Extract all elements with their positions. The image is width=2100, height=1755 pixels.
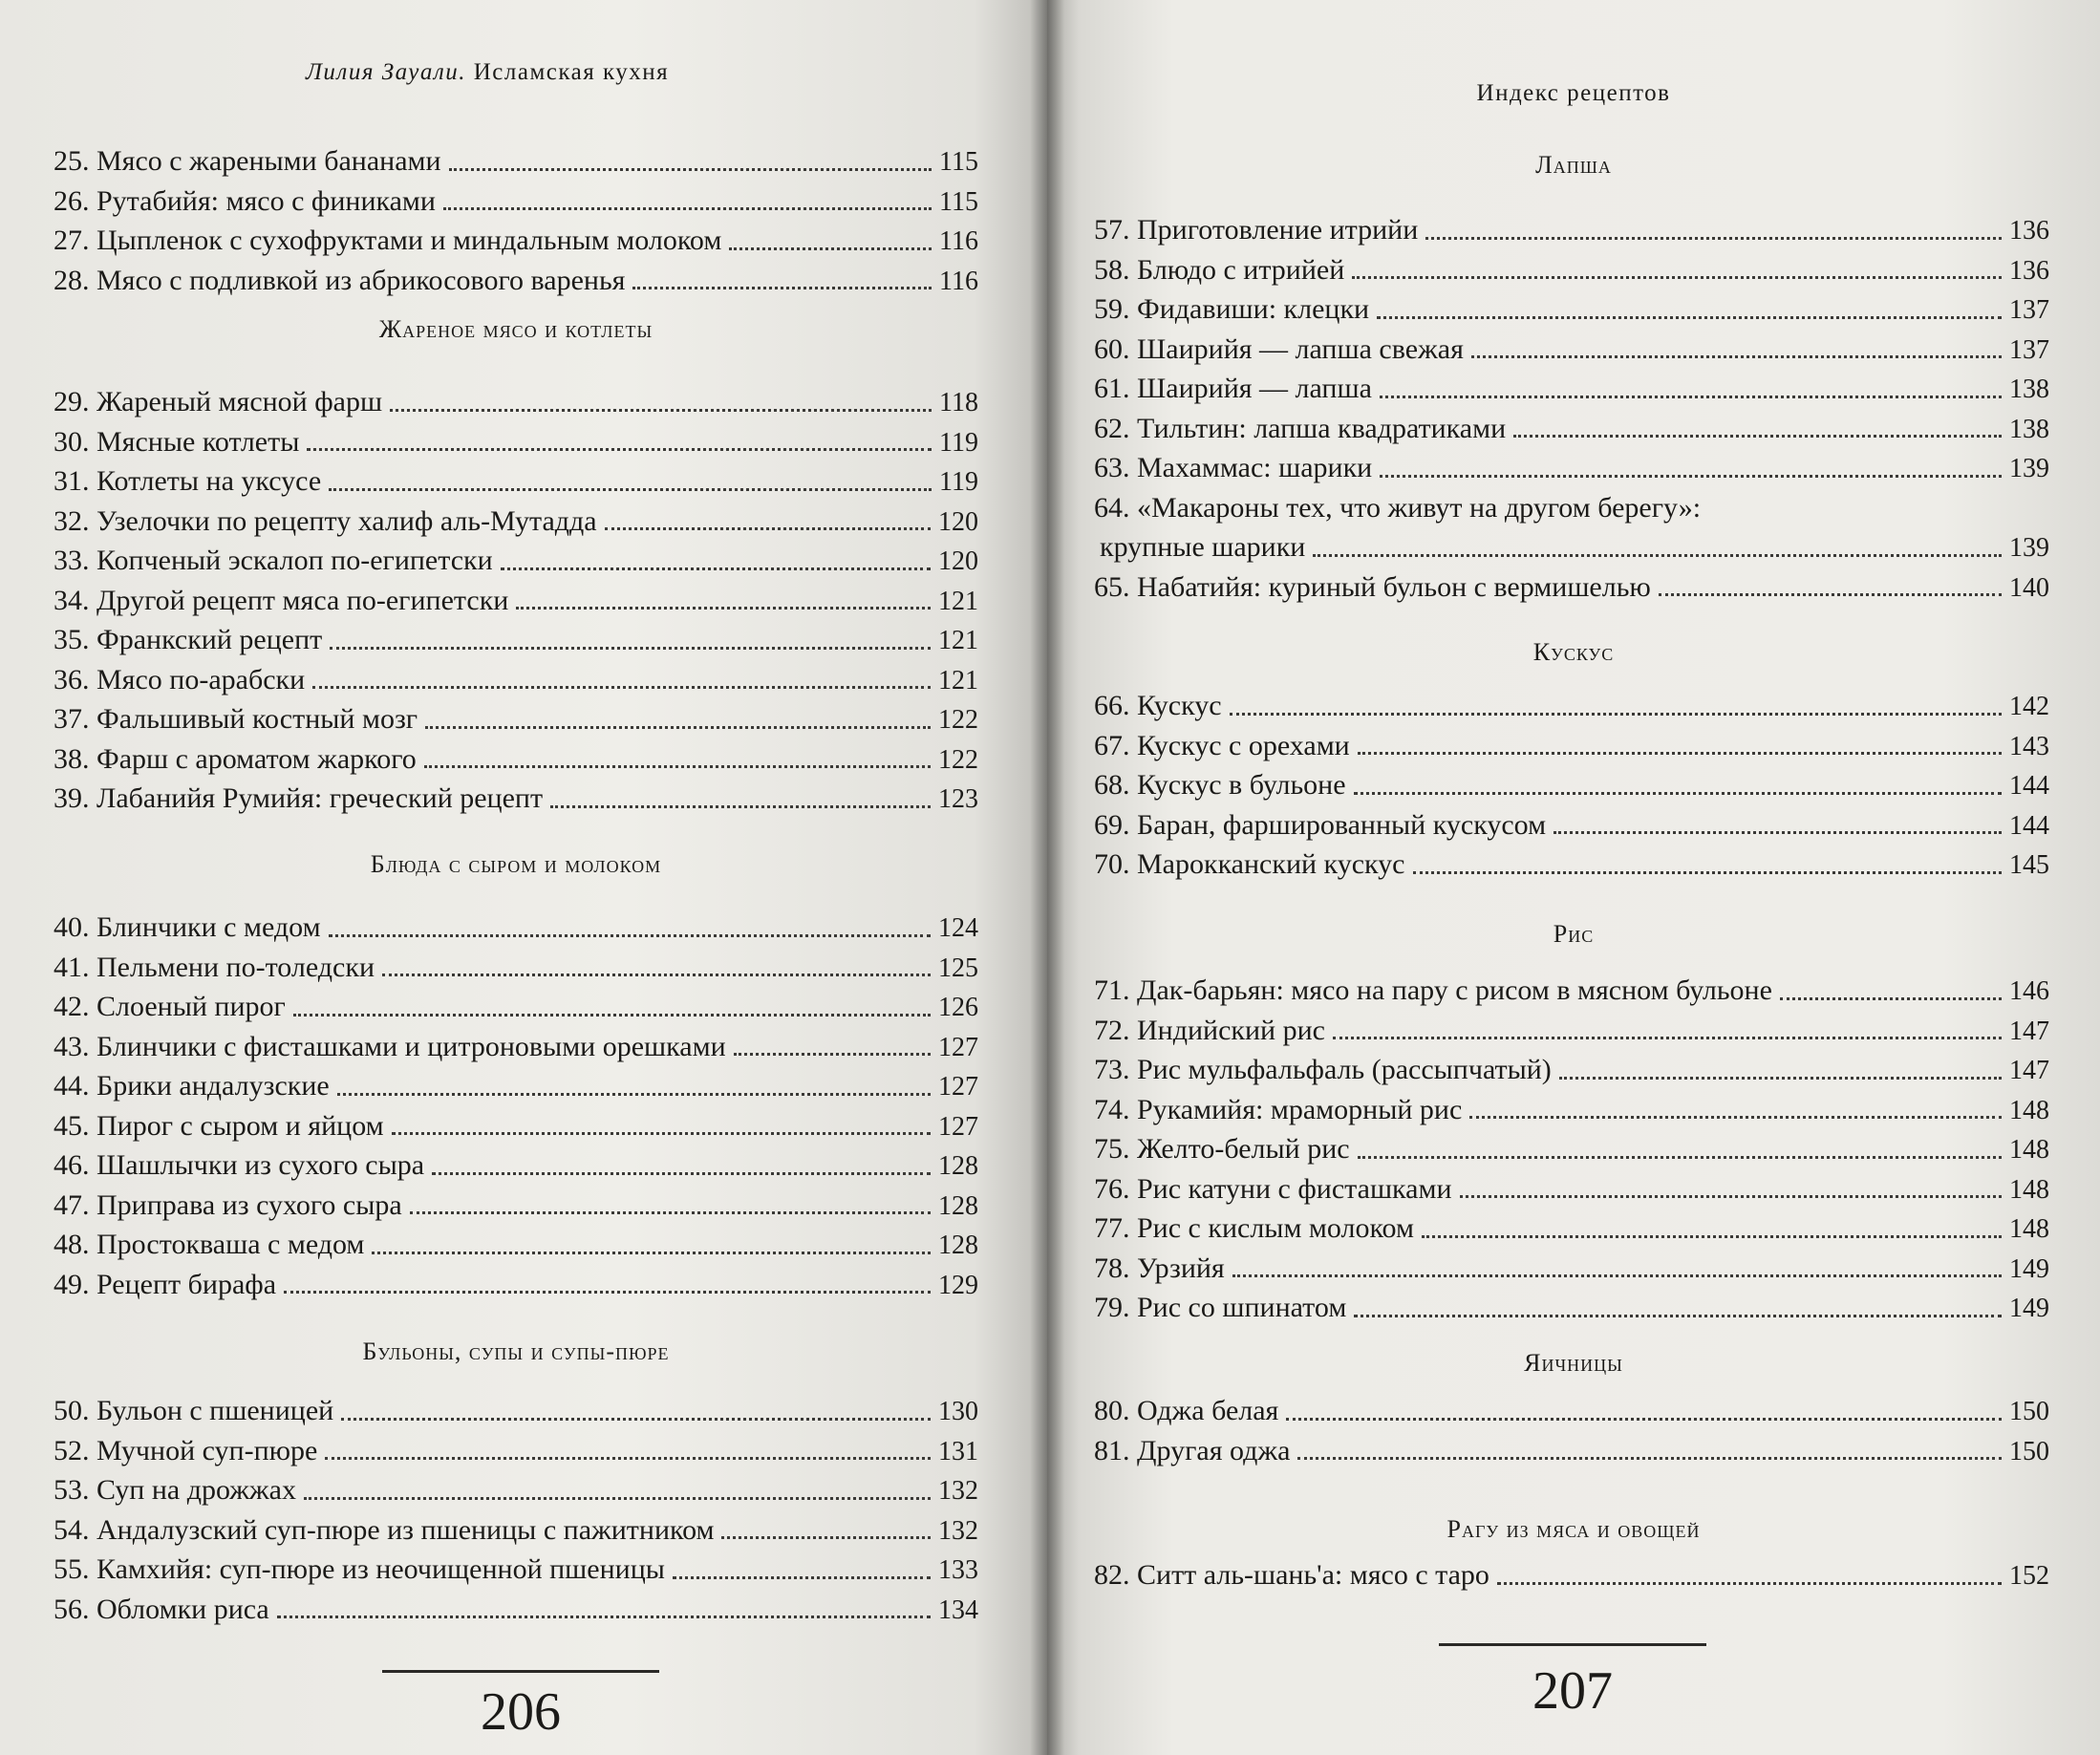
index-entry <box>1094 1050 2049 1090</box>
dot-leader <box>425 726 931 729</box>
index-entry <box>1094 1209 2049 1249</box>
index-entry <box>54 422 978 462</box>
dot-leader <box>410 1211 931 1214</box>
index-entry <box>54 699 978 739</box>
dot-leader <box>1313 554 2002 557</box>
recipe-list <box>1094 1391 2049 1470</box>
footer-rule <box>382 1670 659 1673</box>
recipe-page-number: 137 <box>2009 334 2049 365</box>
recipe-title: 61. Шаирийя — лапша <box>1094 373 1372 404</box>
recipe-title: 75. Желто-белый рис <box>1094 1133 1350 1165</box>
recipe-title: 44. Брики андалузские <box>54 1070 330 1102</box>
dot-leader <box>277 1616 931 1618</box>
recipe-page-number: 145 <box>2009 850 2049 880</box>
dot-leader <box>1469 1116 2002 1119</box>
index-entry <box>1094 1090 2049 1130</box>
index-entry <box>1094 210 2049 250</box>
section-heading: Жареное мясо и котлеты <box>378 315 654 343</box>
recipe-title: 53. Суп на дрожжах <box>54 1474 296 1506</box>
dot-leader <box>1297 1457 2002 1460</box>
recipe-page-number: 150 <box>2009 1397 2049 1426</box>
index-entry <box>1094 250 2049 290</box>
recipe-page-number: 148 <box>2009 1135 2049 1165</box>
recipe-title: 36. Мясо по-арабски <box>54 663 306 696</box>
dot-leader <box>341 1418 931 1421</box>
recipe-title: 81. Другая оджа <box>1094 1434 1291 1466</box>
index-entry <box>1094 527 2049 567</box>
recipe-page-number: 126 <box>938 993 978 1022</box>
recipe-title: 38. Фарш с ароматом жаркого <box>54 742 417 775</box>
recipe-title: 39. Лабанийя Румийя: греческий рецепт <box>54 782 544 814</box>
recipe-page-number: 138 <box>2009 375 2049 404</box>
dot-leader <box>312 686 931 689</box>
recipe-title: 40. Блинчики с медом <box>54 911 321 943</box>
dot-leader <box>1497 1582 2002 1585</box>
author-name: Лилия Зауали. <box>306 59 466 85</box>
index-entry <box>54 1027 978 1067</box>
recipe-page-number: 128 <box>938 1231 978 1260</box>
index-entry <box>54 948 978 988</box>
recipe-title: 82. Ситт аль-шань'а: мясо с таро <box>1094 1559 1489 1591</box>
index-entry <box>54 1265 978 1305</box>
recipe-title: 72. Индийский рис <box>1094 1014 1325 1046</box>
recipe-page-number: 118 <box>939 388 978 417</box>
index-entry <box>54 739 978 780</box>
recipe-page-number: 120 <box>938 546 978 576</box>
recipe-page-number: 116 <box>939 226 978 256</box>
recipe-page-number: 139 <box>2009 533 2049 563</box>
recipe-title: 58. Блюдо с итрийей <box>1094 253 1345 286</box>
recipe-title: 46. Шашлычки из сухого сыра <box>54 1149 425 1181</box>
section-heading: Рис <box>1553 920 1595 948</box>
dot-leader <box>550 805 931 808</box>
dot-leader <box>1471 355 2002 358</box>
recipe-title: 26. Рутабийя: мясо с финиками <box>54 184 436 217</box>
recipe-title: 73. Рис мульфальфаль (рассыпчатый) <box>1094 1054 1552 1085</box>
index-entry <box>54 1510 978 1551</box>
recipe-page-number: 127 <box>938 1072 978 1102</box>
index-entry <box>1094 448 2049 488</box>
recipe-title: 66. Кускус <box>1094 690 1222 721</box>
recipe-list <box>54 382 978 819</box>
recipe-page-number: 143 <box>2009 731 2049 761</box>
recipe-title: 59. Фидавиши: клецки <box>1094 293 1370 325</box>
dot-leader <box>304 1497 931 1500</box>
recipe-page-number: 115 <box>939 147 978 177</box>
index-entry <box>1094 686 2049 726</box>
recipe-page-number: 136 <box>2009 255 2049 286</box>
recipe-title: 79. Рис со шпинатом <box>1094 1292 1347 1323</box>
index-entry <box>54 1391 978 1431</box>
recipe-title: 63. Махаммас: шарики <box>1094 452 1373 483</box>
recipe-page-number: 148 <box>2009 1095 2049 1125</box>
dot-leader <box>1380 475 2002 478</box>
recipe-page-number: 146 <box>2009 976 2049 1006</box>
recipe-title: 57. Приготовление итрийи <box>1094 214 1419 246</box>
recipe-page-number: 149 <box>2009 1253 2049 1284</box>
index-entry <box>1094 330 2049 370</box>
recipe-list <box>1094 210 2049 607</box>
recipe-page-number: 116 <box>939 266 978 296</box>
footer-rule <box>1439 1643 1706 1646</box>
index-entry <box>54 1431 978 1471</box>
index-entry <box>54 987 978 1027</box>
index-entry <box>1094 1288 2049 1328</box>
index-entry <box>54 541 978 581</box>
index-entry <box>1094 1249 2049 1289</box>
recipe-page-number: 128 <box>938 1151 978 1181</box>
dot-leader <box>1659 593 2002 596</box>
recipe-page-number: 123 <box>938 784 978 814</box>
recipe-title: 33. Копченый эскалоп по-египетски <box>54 545 493 576</box>
dot-leader <box>729 247 932 250</box>
index-entry <box>54 779 978 819</box>
recipe-title: крупные шарики <box>1100 531 1306 563</box>
index-entry <box>54 1066 978 1106</box>
recipe-page-number: 120 <box>938 506 978 537</box>
index-entry <box>54 382 978 422</box>
dot-leader <box>293 1014 931 1017</box>
recipe-title: 70. Марокканский кускус <box>1094 848 1405 880</box>
index-entry <box>1094 1391 2049 1431</box>
dot-leader <box>1230 713 2002 716</box>
recipe-page-number: 150 <box>2009 1436 2049 1466</box>
recipe-page-number: 129 <box>938 1270 978 1300</box>
index-entry <box>54 502 978 542</box>
recipe-page-number: 124 <box>938 913 978 943</box>
recipe-page-number: 127 <box>938 1111 978 1142</box>
recipe-page-number: 121 <box>938 665 978 696</box>
recipe-page-number: 127 <box>938 1032 978 1062</box>
recipe-page-number: 128 <box>938 1190 978 1221</box>
recipe-page-number: 130 <box>938 1397 978 1426</box>
recipe-page-number: 122 <box>938 744 978 775</box>
recipe-page-number: 147 <box>2009 1016 2049 1046</box>
dot-leader <box>1232 1274 2002 1277</box>
recipe-page-number: 119 <box>939 427 978 458</box>
recipe-title: 65. Набатийя: куриный бульон с вермишелью <box>1094 570 1651 603</box>
recipe-title: 25. Мясо с жареными бананами <box>54 145 441 177</box>
dot-leader <box>1286 1418 2002 1421</box>
dot-leader <box>432 1172 931 1175</box>
recipe-title: 52. Мучной суп-пюре <box>54 1434 318 1466</box>
dot-leader <box>372 1252 931 1254</box>
dot-leader <box>1380 396 2002 398</box>
book-gutter <box>1030 0 1064 1755</box>
dot-leader <box>1460 1195 2002 1198</box>
recipe-title: 55. Камхийя: суп-пюре из неочищенной пшеницы <box>54 1553 665 1585</box>
dot-leader <box>329 934 931 937</box>
index-entry <box>1094 805 2049 845</box>
recipe-page-number: 148 <box>2009 1174 2049 1205</box>
recipe-title: 45. Пирог с сыром и яйцом <box>54 1109 384 1142</box>
running-head: Индекс рецептов <box>1476 80 1671 106</box>
recipe-list <box>54 908 978 1304</box>
index-entry <box>54 1225 978 1265</box>
recipe-list <box>1094 686 2049 885</box>
dot-leader <box>284 1291 931 1294</box>
dot-leader <box>605 527 931 530</box>
recipe-title: 49. Рецепт бирафа <box>54 1268 277 1300</box>
dot-leader <box>516 607 931 610</box>
dot-leader <box>1554 831 2002 834</box>
recipe-title: 62. Тильтин: лапша квадратиками <box>1094 412 1507 444</box>
dot-leader <box>1413 871 2003 874</box>
dot-leader <box>501 567 931 570</box>
index-entry <box>1094 488 2049 528</box>
recipe-title: 47. Приправа из сухого сыра <box>54 1188 402 1221</box>
index-entry <box>54 908 978 948</box>
dot-leader <box>337 1093 931 1096</box>
index-entry <box>54 1590 978 1630</box>
index-entry <box>54 1550 978 1590</box>
recipe-title: 34. Другой рецепт мяса по-египетски <box>54 584 509 616</box>
dot-leader <box>1333 1037 2002 1039</box>
recipe-title: 27. Цыпленок с сухофруктами и миндальным молоком <box>54 225 722 256</box>
recipe-title: 60. Шаирийя — лапша свежая <box>1094 332 1464 365</box>
page-number: 206 <box>481 1682 561 1742</box>
recipe-title: 67. Кускус с орехами <box>1094 729 1350 761</box>
recipe-list <box>1094 971 2049 1328</box>
recipe-list <box>54 1391 978 1629</box>
index-entry <box>54 1106 978 1146</box>
recipe-title: 37. Фальшивый костный мозг <box>54 703 418 735</box>
recipe-page-number: 137 <box>2009 295 2049 325</box>
recipe-title: 35. Франкский рецепт <box>54 624 323 655</box>
index-entry <box>1094 1169 2049 1209</box>
recipe-page-number: 133 <box>938 1555 978 1585</box>
recipe-page-number: 142 <box>2009 692 2049 721</box>
index-entry <box>54 660 978 700</box>
left-page <box>0 0 1047 1755</box>
recipe-page-number: 125 <box>938 952 978 983</box>
recipe-title: 48. Простокваша с медом <box>54 1229 365 1260</box>
index-entry <box>1094 726 2049 766</box>
index-entry <box>54 1470 978 1510</box>
index-entry <box>1094 845 2049 885</box>
recipe-page-number: 122 <box>938 705 978 735</box>
recipe-title: 71. Дак-барьян: мясо на пару с рисом в мясном бульоне <box>1094 974 1772 1006</box>
dot-leader <box>392 1132 931 1135</box>
recipe-title: 41. Пельмени по-толедски <box>54 951 375 983</box>
dot-leader <box>1354 792 2002 795</box>
index-entry <box>1094 1129 2049 1169</box>
recipe-page-number: 134 <box>938 1594 978 1625</box>
recipe-title: 80. Оджа белая <box>1094 1395 1279 1426</box>
index-entry <box>54 182 978 222</box>
dot-leader <box>1780 997 2002 1000</box>
recipe-title: 32. Узелочки по рецепту халиф аль-Мутадда <box>54 504 597 537</box>
recipe-title: 30. Мясные котлеты <box>54 425 300 458</box>
dot-leader <box>1352 276 2002 279</box>
index-entry <box>54 620 978 660</box>
index-entry <box>1094 409 2049 449</box>
recipe-title: 43. Блинчики с фисташками и цитроновыми орешками <box>54 1030 726 1062</box>
recipe-title: 54. Андалузский суп-пюре из пшеницы с пажитником <box>54 1513 715 1546</box>
index-entry <box>1094 1011 2049 1051</box>
dot-leader <box>1513 435 2002 438</box>
dot-leader <box>329 488 932 491</box>
index-entry <box>1094 289 2049 330</box>
recipe-page-number: 132 <box>938 1515 978 1546</box>
recipe-title: 31. Котлеты на уксусе <box>54 465 322 497</box>
dot-leader <box>382 974 931 976</box>
recipe-page-number: 140 <box>2009 572 2049 603</box>
dot-leader <box>1422 1235 2002 1238</box>
dot-leader <box>1425 237 2002 240</box>
dot-leader <box>734 1053 931 1056</box>
dot-leader <box>325 1457 931 1460</box>
recipe-page-number: 152 <box>2009 1561 2049 1591</box>
index-entry <box>1094 567 2049 608</box>
recipe-page-number: 147 <box>2009 1056 2049 1085</box>
recipe-title: 76. Рис катуни с фисташками <box>1094 1172 1452 1205</box>
dot-leader <box>721 1536 931 1539</box>
recipe-title: 50. Бульон с пшеницей <box>54 1395 334 1426</box>
recipe-page-number: 119 <box>939 467 978 497</box>
recipe-title: 74. Рукамийя: мраморный рис <box>1094 1093 1463 1125</box>
recipe-list <box>54 141 978 300</box>
index-entry <box>54 141 978 182</box>
recipe-page-number: 115 <box>939 186 978 217</box>
recipe-page-number: 144 <box>2009 810 2049 841</box>
running-head <box>306 59 669 86</box>
recipe-title: 56. Обломки риса <box>54 1593 269 1625</box>
recipe-page-number: 121 <box>938 586 978 616</box>
recipe-title: 69. Баран, фаршированный кускусом <box>1094 808 1547 841</box>
dot-leader <box>1354 1315 2002 1317</box>
index-entry <box>1094 971 2049 1011</box>
recipe-page-number: 149 <box>2009 1294 2049 1323</box>
dot-leader <box>330 647 931 650</box>
dot-leader <box>307 448 932 451</box>
page-number: 207 <box>1532 1661 1613 1721</box>
recipe-list <box>1094 1555 2049 1595</box>
index-entry <box>1094 1555 2049 1595</box>
recipe-title: 42. Слоеный пирог <box>54 991 286 1022</box>
recipe-title: 77. Рис с кислым молоком <box>1094 1212 1414 1244</box>
section-heading: Рагу из мяса и овощей <box>1446 1515 1701 1543</box>
recipe-title: 28. Мясо с подливкой из абрикосового варенья <box>54 264 626 296</box>
index-entry <box>54 581 978 621</box>
recipe-title: 29. Жареный мясной фарш <box>54 386 383 417</box>
index-entry <box>1094 1431 2049 1471</box>
dot-leader <box>1377 316 2002 319</box>
index-entry <box>54 261 978 301</box>
dot-leader <box>673 1576 931 1579</box>
recipe-title: 78. Урзийя <box>1094 1252 1225 1284</box>
section-heading: Лапша <box>1535 151 1612 179</box>
dot-leader <box>1358 1156 2002 1159</box>
book-title: Исламская кухня <box>473 59 670 85</box>
dot-leader <box>632 287 932 289</box>
index-entry <box>54 1145 978 1186</box>
recipe-title: 68. Кускус в бульоне <box>1094 769 1346 801</box>
dot-leader <box>424 765 931 768</box>
dot-leader <box>1559 1077 2002 1080</box>
recipe-page-number: 148 <box>2009 1214 2049 1244</box>
recipe-page-number: 139 <box>2009 454 2049 483</box>
recipe-title: 64. «Макароны тех, что живут на другом берегу»: <box>1094 491 1702 524</box>
section-heading: Кускус <box>1532 638 1615 666</box>
dot-leader <box>1358 752 2002 755</box>
dot-leader <box>449 168 932 171</box>
section-heading: Бульоны, супы и супы-пюре <box>362 1338 670 1365</box>
recipe-page-number: 138 <box>2009 414 2049 444</box>
recipe-page-number: 132 <box>938 1476 978 1506</box>
index-entry <box>54 221 978 261</box>
index-entry <box>1094 765 2049 805</box>
recipe-page-number: 144 <box>2009 771 2049 801</box>
index-entry <box>1094 369 2049 409</box>
right-page <box>1047 0 2100 1755</box>
section-heading: Блюда с сыром и молоком <box>370 850 662 878</box>
index-entry <box>54 461 978 502</box>
dot-leader <box>390 409 932 412</box>
recipe-page-number: 136 <box>2009 216 2049 246</box>
recipe-page-number: 121 <box>938 626 978 655</box>
index-entry <box>54 1186 978 1226</box>
section-heading: Яичницы <box>1524 1349 1623 1377</box>
dot-leader <box>443 207 932 210</box>
recipe-page-number: 131 <box>938 1436 978 1466</box>
